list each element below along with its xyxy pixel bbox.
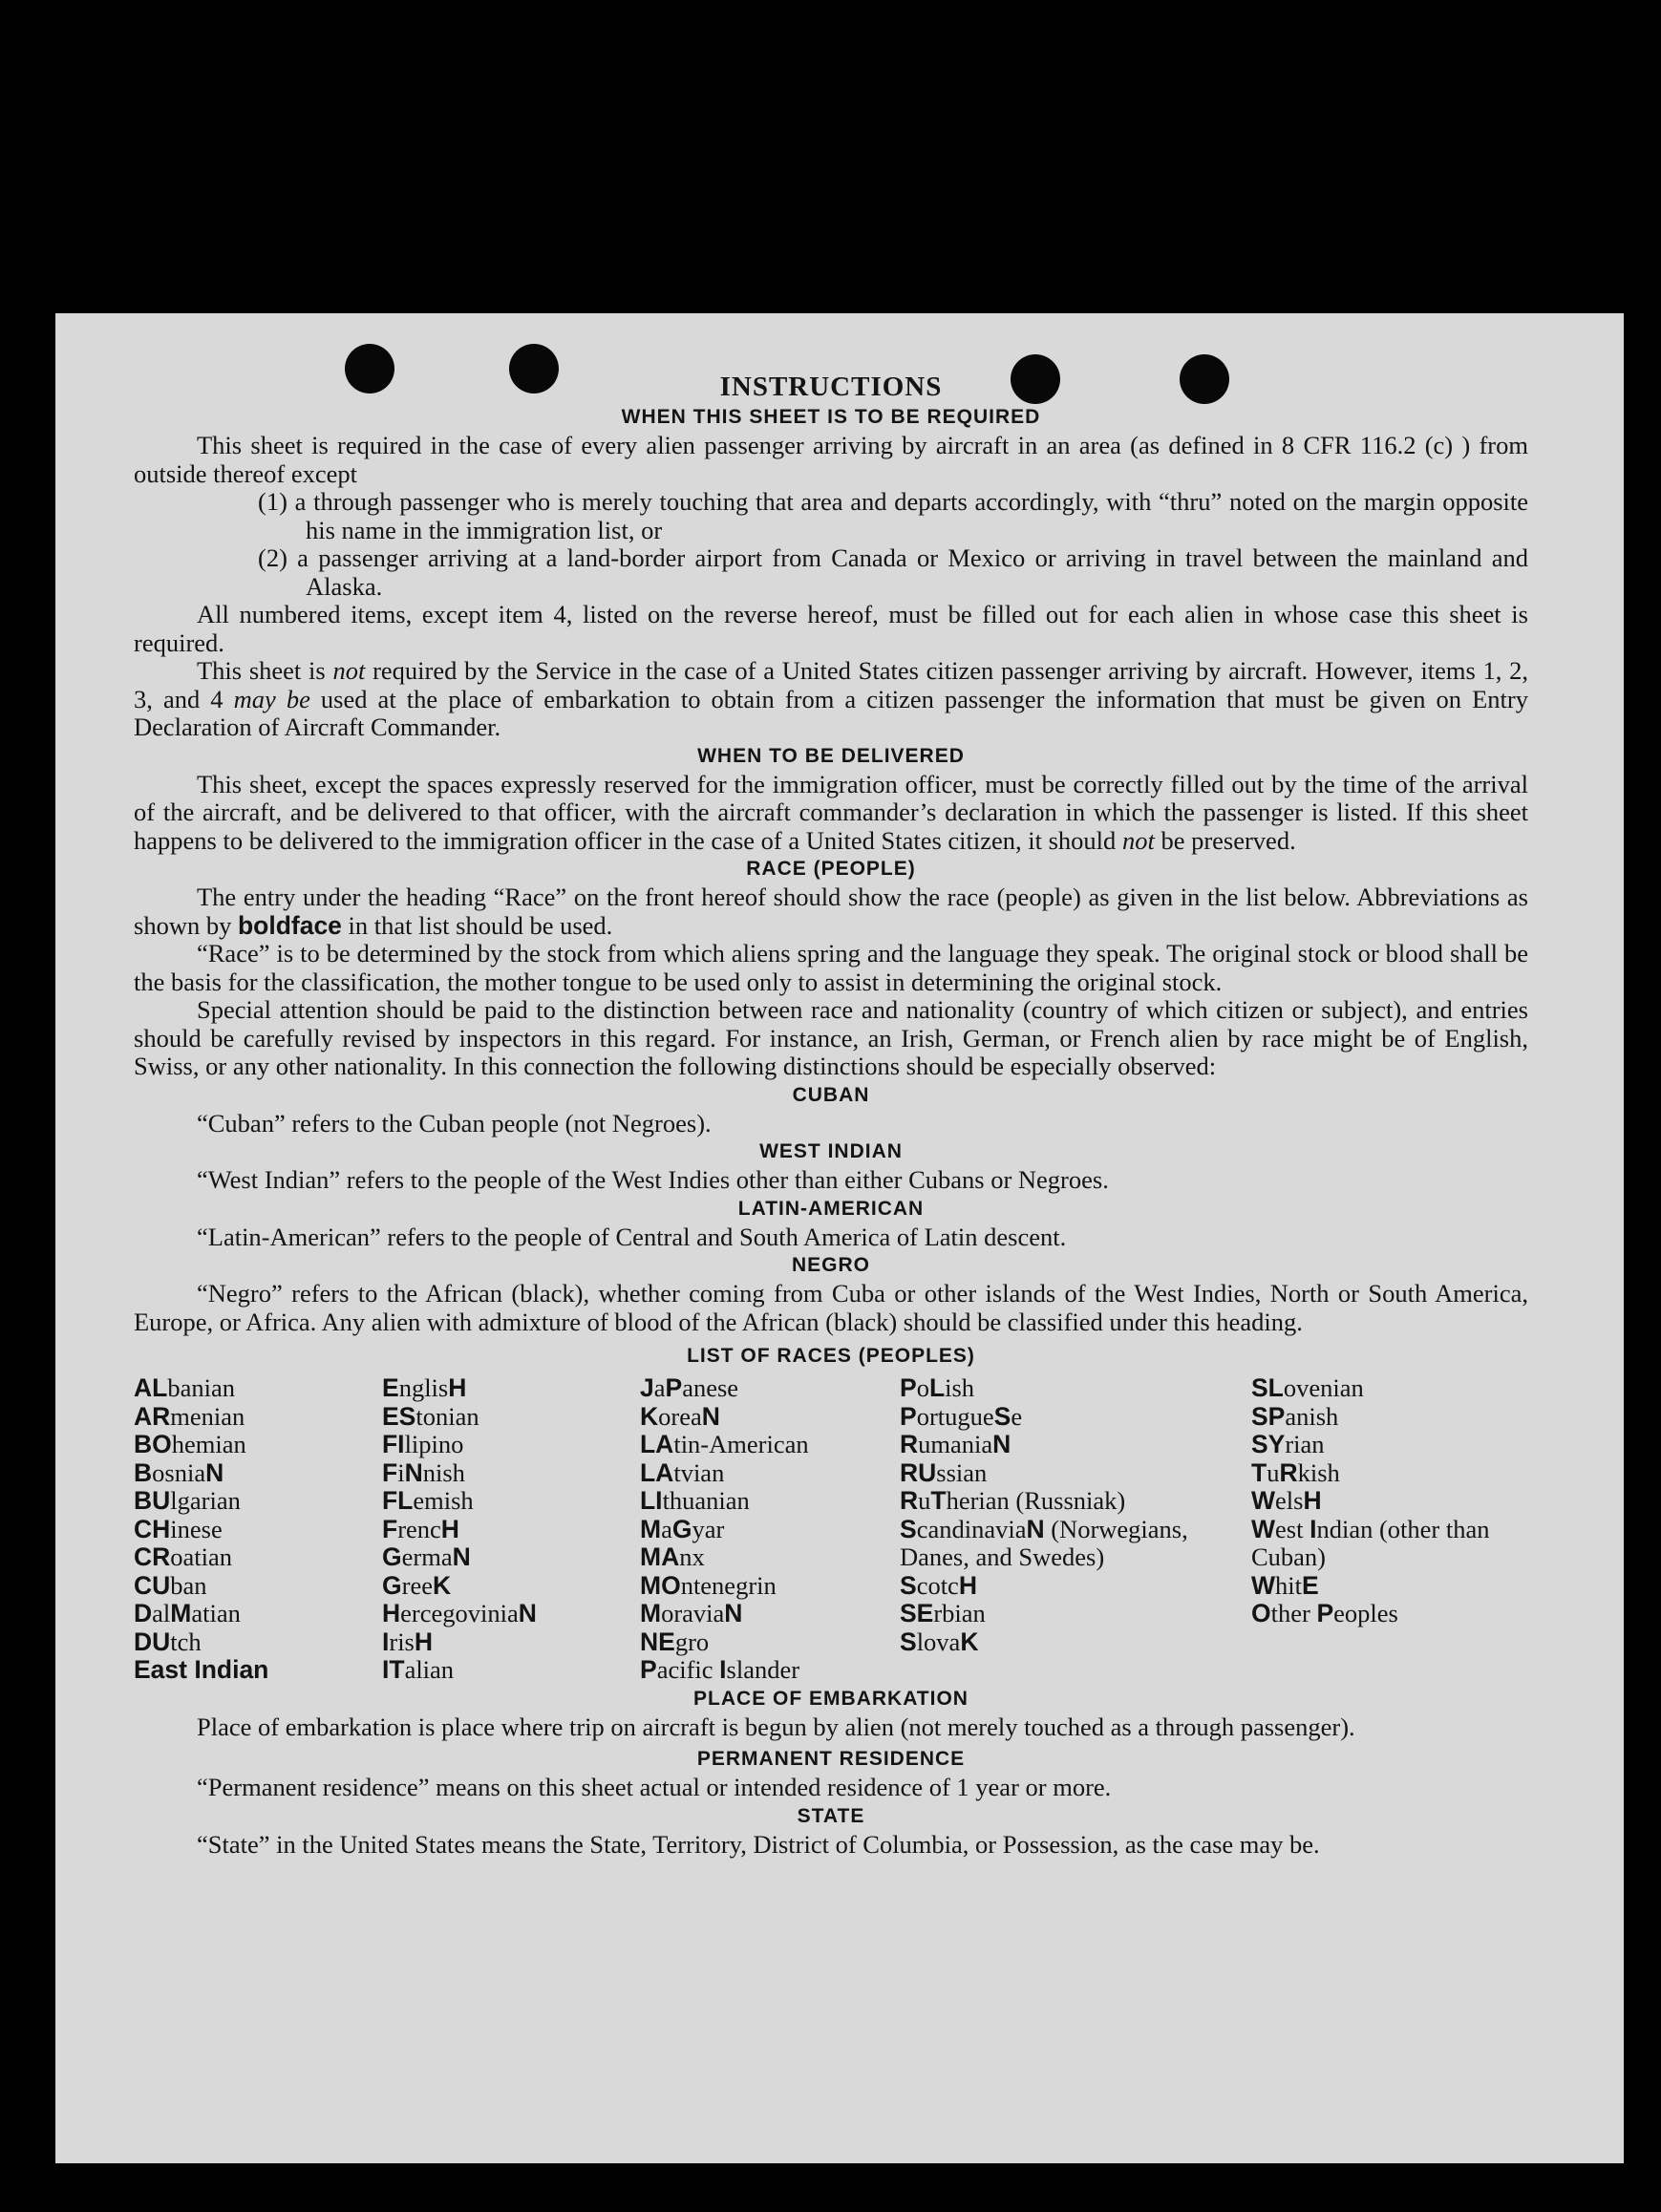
paragraph: “West Indian” refers to the people of the West Indies other than either Cubans or Negroes. [197,1165,1109,1194]
race-item: PoLish [900,1373,975,1402]
section-heading-west-indian: WEST INDIAN [759,1140,903,1162]
race-item: KoreaN [640,1401,720,1431]
race-column-2 [382,1374,640,1685]
document-sheet [55,313,1624,2163]
race-item: FrencH [382,1514,459,1543]
race-item: TuRkish [1251,1457,1340,1487]
races-list [134,1374,1528,1685]
race-item: MoraviaN [640,1599,743,1627]
section-heading-latin-american: LATIN-AMERICAN [737,1197,925,1220]
paragraph: This sheet is not required by the Service in the case of a United States citizen passenger arriving by aircraft. However, items 1, 2, 3, and 4 may be used at the place of embarkation to obtain from a citizen passenger the information that must be given on Entry Declaration of Aircraft Commander. [134,656,1528,741]
race-item: NEgro [640,1627,710,1656]
race-item: DUtch [134,1627,202,1656]
race-item: JaPanese [640,1373,739,1402]
race-item: FLemish [382,1486,474,1515]
race-column-5 [1251,1374,1528,1685]
race-item: HercegoviniaN [382,1599,537,1627]
race-column-4 [900,1374,1251,1685]
race-item: ITalian [382,1655,455,1684]
race-item: ARmenian [134,1401,245,1431]
list-item-1: (1) a through passenger who is merely touching that area and departs accordingly, with “thru” noted on the margin opposite his name in the immigration list, or [258,487,1528,544]
section-heading-race: RACE (PEOPLE) [746,858,916,880]
race-item: FIlipino [382,1430,464,1458]
race-item: SPanish [1251,1401,1339,1431]
section-heading-delivered: WHEN TO BE DELIVERED [697,744,965,767]
paragraph: All numbered items, except item 4, listed on the reverse hereof, must be filled out for each alien in whose case this sheet is required. [134,600,1528,657]
race-item: RUssian [900,1457,988,1487]
paragraph: “Latin-American” refers to the people of Central and South America of Latin descent. [197,1222,1067,1251]
race-item: East Indian [134,1655,269,1684]
race-item: MOntenegrin [640,1570,777,1600]
race-item: CRoatian [134,1542,233,1571]
race-item: EStonian [382,1401,479,1431]
paragraph: “Permanent residence” means on this sheet actual or intended residence of 1 year or more. [197,1773,1112,1801]
section-heading-cuban: CUBAN [792,1083,870,1106]
paragraph: “Negro” refers to the African (black), whether coming from Cuba or other islands of the West Indies, North or South America, Europe, or Africa. Any alien with admixture of blood of the African (black) should be classified under this heading. [134,1279,1528,1336]
race-item: EnglisH [382,1373,467,1402]
document-content [134,371,1528,1859]
race-item: DalMatian [134,1599,241,1627]
race-item: CUban [134,1570,207,1600]
race-column-1 [134,1374,382,1685]
paragraph: This sheet, except the spaces expressly reserved for the immigration officer, must be correctly filled out by the time of the arrival of the aircraft, and be delivered to that officer, with the aircraft commander’s declaration in which the passenger is listed. If this sheet happens to be delivered to the immigration officer in the case of a United States citizen, it should not be preserved. [134,769,1528,855]
paragraph: “Cuban” refers to the Cuban people (not Negroes). [197,1108,712,1138]
race-item: WhitE [1251,1570,1319,1600]
race-item: CHinese [134,1514,223,1543]
paragraph: Place of embarkation is place where trip on aircraft is begun by alien (not merely touched as a through passenger). [197,1712,1355,1741]
race-item: WelsH [1251,1486,1322,1515]
race-item: LAtvian [640,1457,725,1487]
race-item: BUlgarian [134,1486,241,1515]
race-item: GreeK [382,1570,452,1600]
race-item: MAnx [640,1542,705,1571]
section-heading-embarkation: PLACE OF EMBARKATION [693,1687,969,1710]
section-heading-residence: PERMANENT RESIDENCE [696,1748,966,1770]
race-item: RuTherian (Russniak) [900,1486,1126,1515]
race-item: LIthuanian [640,1486,750,1515]
list-item-2: (2) a passenger arriving at a land-border airport from Canada or Mexico or arriving in travel between the mainland and Alaska. [258,543,1528,601]
race-column-3 [640,1374,900,1685]
race-item: IrisH [382,1627,434,1656]
race-item: SlovaK [900,1627,979,1656]
race-item: BOhemian [134,1430,246,1458]
race-item: SLovenian [1251,1373,1364,1402]
race-item: LAtin-American [640,1430,809,1458]
race-item: ALbanian [134,1373,235,1402]
race-item: RumaniaN [900,1430,1012,1458]
race-item: ScotcH [900,1570,977,1600]
race-item: West Indian (other than Cuban) [1251,1514,1490,1571]
race-item: FiNnish [382,1457,465,1487]
section-heading-negro: NEGRO [791,1254,870,1276]
race-item: PortugueSe [900,1401,1023,1431]
race-item: MaGyar [640,1514,725,1543]
paragraph: Special attention should be paid to the distinction between race and nationality (country of which citizen or subject), and entries should be carefully revised by inspectors in this regard. For instance, an Irish, German, or French alien by race might be of English, Swiss, or any other nationality. In this connection the following distinctions should be especially observed: [134,995,1528,1080]
paragraph: The entry under the heading “Race” on the front hereof should show the race (people) as given in the list below. Abbreviations as shown by boldface in that list should be used. [134,883,1528,940]
race-item: GermaN [382,1542,471,1571]
race-item: ScandinaviaN (Norwegians, Danes, and Swedes) [900,1514,1188,1571]
race-item: Pacific Islander [640,1655,800,1684]
paragraph: “Race” is to be determined by the stock from which aliens spring and the language they speak. The original stock or blood shall be the basis for the classification, the mother tongue to be used only to assist in determining the original stock. [134,939,1528,996]
paragraph: “State” in the United States means the State, Territory, District of Columbia, or Possession, as the case may be. [197,1829,1320,1859]
race-item: Other Peoples [1251,1599,1398,1627]
paragraph: This sheet is required in the case of every alien passenger arriving by aircraft in an area (as defined in 8 CFR 116.2 (c) ) from outside thereof except [134,431,1528,488]
race-item: SErbian [900,1599,986,1627]
section-heading-required: WHEN THIS SHEET IS TO BE REQUIRED [621,406,1041,428]
race-item: BosniaN [134,1457,224,1487]
section-heading-state: STATE [797,1804,865,1827]
section-heading-races-list: LIST OF RACES (PEOPLES) [687,1345,975,1367]
page-title: INSTRUCTIONS [719,372,943,402]
race-item: SYrian [1251,1430,1325,1458]
